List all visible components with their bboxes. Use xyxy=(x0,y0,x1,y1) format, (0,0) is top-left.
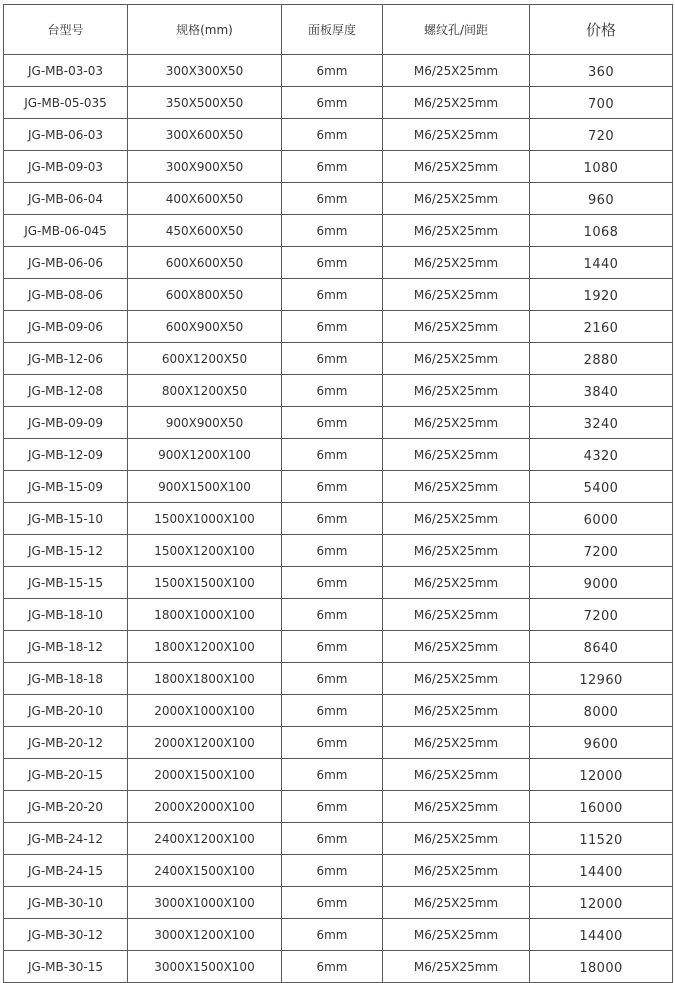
cell-model: JG-MB-12-09 xyxy=(4,439,128,471)
cell-price: 700 xyxy=(530,87,673,119)
cell-size: 2000X1200X100 xyxy=(128,727,282,759)
cell-model: JG-MB-24-15 xyxy=(4,855,128,887)
cell-panel-thickness: 6mm xyxy=(282,439,383,471)
table-row xyxy=(4,951,673,983)
table-row xyxy=(4,727,673,759)
cell-size: 3000X1500X100 xyxy=(128,951,282,983)
cell-size: 2000X2000X100 xyxy=(128,791,282,823)
cell-panel-thickness: 6mm xyxy=(282,183,383,215)
cell-thread-hole-spacing: M6/25X25mm xyxy=(383,855,530,887)
cell-price: 7200 xyxy=(530,599,673,631)
cell-model: JG-MB-20-10 xyxy=(4,695,128,727)
price-table xyxy=(3,4,673,983)
cell-model: JG-MB-06-045 xyxy=(4,215,128,247)
cell-panel-thickness: 6mm xyxy=(282,471,383,503)
cell-panel-thickness: 6mm xyxy=(282,695,383,727)
cell-panel-thickness: 6mm xyxy=(282,311,383,343)
cell-panel-thickness: 6mm xyxy=(282,887,383,919)
table-body xyxy=(4,55,673,983)
cell-price: 8000 xyxy=(530,695,673,727)
table-row xyxy=(4,535,673,567)
cell-price: 1440 xyxy=(530,247,673,279)
cell-model: JG-MB-06-03 xyxy=(4,119,128,151)
cell-thread-hole-spacing: M6/25X25mm xyxy=(383,631,530,663)
table-row xyxy=(4,119,673,151)
cell-panel-thickness: 6mm xyxy=(282,343,383,375)
cell-size: 2000X1000X100 xyxy=(128,695,282,727)
table-row xyxy=(4,151,673,183)
table-row xyxy=(4,823,673,855)
cell-thread-hole-spacing: M6/25X25mm xyxy=(383,311,530,343)
cell-thread-hole-spacing: M6/25X25mm xyxy=(383,887,530,919)
cell-model: JG-MB-05-035 xyxy=(4,87,128,119)
cell-price: 14400 xyxy=(530,855,673,887)
cell-size: 900X1200X100 xyxy=(128,439,282,471)
cell-thread-hole-spacing: M6/25X25mm xyxy=(383,759,530,791)
cell-panel-thickness: 6mm xyxy=(282,215,383,247)
cell-panel-thickness: 6mm xyxy=(282,951,383,983)
table-row xyxy=(4,279,673,311)
cell-size: 600X600X50 xyxy=(128,247,282,279)
table-row xyxy=(4,311,673,343)
cell-size: 300X600X50 xyxy=(128,119,282,151)
cell-panel-thickness: 6mm xyxy=(282,855,383,887)
cell-price: 12000 xyxy=(530,759,673,791)
cell-model: JG-MB-09-03 xyxy=(4,151,128,183)
cell-panel-thickness: 6mm xyxy=(282,119,383,151)
cell-panel-thickness: 6mm xyxy=(282,407,383,439)
cell-size: 350X500X50 xyxy=(128,87,282,119)
cell-price: 5400 xyxy=(530,471,673,503)
cell-price: 9600 xyxy=(530,727,673,759)
table-row xyxy=(4,215,673,247)
cell-model: JG-MB-30-12 xyxy=(4,919,128,951)
table-row xyxy=(4,567,673,599)
cell-size: 900X900X50 xyxy=(128,407,282,439)
cell-thread-hole-spacing: M6/25X25mm xyxy=(383,663,530,695)
cell-panel-thickness: 6mm xyxy=(282,247,383,279)
cell-panel-thickness: 6mm xyxy=(282,503,383,535)
cell-thread-hole-spacing: M6/25X25mm xyxy=(383,535,530,567)
table-row xyxy=(4,87,673,119)
cell-model: JG-MB-15-10 xyxy=(4,503,128,535)
table-row xyxy=(4,887,673,919)
cell-thread-hole-spacing: M6/25X25mm xyxy=(383,791,530,823)
cell-panel-thickness: 6mm xyxy=(282,759,383,791)
cell-thread-hole-spacing: M6/25X25mm xyxy=(383,471,530,503)
cell-panel-thickness: 6mm xyxy=(282,823,383,855)
cell-thread-hole-spacing: M6/25X25mm xyxy=(383,119,530,151)
cell-size: 2400X1200X100 xyxy=(128,823,282,855)
cell-panel-thickness: 6mm xyxy=(282,567,383,599)
cell-thread-hole-spacing: M6/25X25mm xyxy=(383,919,530,951)
cell-model: JG-MB-18-18 xyxy=(4,663,128,695)
cell-thread-hole-spacing: M6/25X25mm xyxy=(383,695,530,727)
table-row xyxy=(4,375,673,407)
cell-thread-hole-spacing: M6/25X25mm xyxy=(383,55,530,87)
cell-size: 900X1500X100 xyxy=(128,471,282,503)
cell-model: JG-MB-09-06 xyxy=(4,311,128,343)
cell-panel-thickness: 6mm xyxy=(282,663,383,695)
cell-panel-thickness: 6mm xyxy=(282,87,383,119)
cell-price: 2880 xyxy=(530,343,673,375)
cell-panel-thickness: 6mm xyxy=(282,151,383,183)
cell-size: 1800X1800X100 xyxy=(128,663,282,695)
table-row xyxy=(4,247,673,279)
cell-model: JG-MB-18-10 xyxy=(4,599,128,631)
cell-price: 360 xyxy=(530,55,673,87)
cell-model: JG-MB-12-08 xyxy=(4,375,128,407)
cell-price: 1080 xyxy=(530,151,673,183)
cell-model: JG-MB-18-12 xyxy=(4,631,128,663)
cell-price: 720 xyxy=(530,119,673,151)
table-row xyxy=(4,407,673,439)
cell-thread-hole-spacing: M6/25X25mm xyxy=(383,215,530,247)
cell-size: 600X800X50 xyxy=(128,279,282,311)
cell-panel-thickness: 6mm xyxy=(282,919,383,951)
header-model: 台型号 xyxy=(4,5,128,55)
header-price: 价格 xyxy=(530,5,673,55)
header-size: 规格(mm) xyxy=(128,5,282,55)
cell-price: 7200 xyxy=(530,535,673,567)
cell-size: 1500X1000X100 xyxy=(128,503,282,535)
cell-thread-hole-spacing: M6/25X25mm xyxy=(383,87,530,119)
table-row xyxy=(4,183,673,215)
cell-size: 450X600X50 xyxy=(128,215,282,247)
cell-price: 18000 xyxy=(530,951,673,983)
cell-model: JG-MB-06-04 xyxy=(4,183,128,215)
header-panel-thickness: 面板厚度 xyxy=(282,5,383,55)
cell-model: JG-MB-20-12 xyxy=(4,727,128,759)
header-thread-hole-spacing: 螺纹孔/间距 xyxy=(383,5,530,55)
cell-thread-hole-spacing: M6/25X25mm xyxy=(383,727,530,759)
cell-price: 3240 xyxy=(530,407,673,439)
cell-price: 3840 xyxy=(530,375,673,407)
table-row xyxy=(4,439,673,471)
cell-panel-thickness: 6mm xyxy=(282,375,383,407)
cell-thread-hole-spacing: M6/25X25mm xyxy=(383,343,530,375)
cell-model: JG-MB-09-09 xyxy=(4,407,128,439)
table-row xyxy=(4,791,673,823)
cell-thread-hole-spacing: M6/25X25mm xyxy=(383,439,530,471)
cell-model: JG-MB-15-15 xyxy=(4,567,128,599)
cell-price: 12960 xyxy=(530,663,673,695)
cell-size: 600X900X50 xyxy=(128,311,282,343)
table-row xyxy=(4,663,673,695)
cell-size: 1500X1200X100 xyxy=(128,535,282,567)
cell-size: 3000X1200X100 xyxy=(128,919,282,951)
cell-model: JG-MB-20-15 xyxy=(4,759,128,791)
table-row xyxy=(4,695,673,727)
cell-panel-thickness: 6mm xyxy=(282,599,383,631)
table-row xyxy=(4,759,673,791)
cell-thread-hole-spacing: M6/25X25mm xyxy=(383,247,530,279)
cell-price: 16000 xyxy=(530,791,673,823)
cell-size: 1500X1500X100 xyxy=(128,567,282,599)
cell-size: 2000X1500X100 xyxy=(128,759,282,791)
cell-panel-thickness: 6mm xyxy=(282,727,383,759)
cell-price: 2160 xyxy=(530,311,673,343)
cell-model: JG-MB-15-09 xyxy=(4,471,128,503)
table-row xyxy=(4,471,673,503)
table-row xyxy=(4,343,673,375)
table-row xyxy=(4,631,673,663)
table-row xyxy=(4,599,673,631)
cell-price: 12000 xyxy=(530,887,673,919)
cell-thread-hole-spacing: M6/25X25mm xyxy=(383,183,530,215)
cell-model: JG-MB-12-06 xyxy=(4,343,128,375)
cell-price: 8640 xyxy=(530,631,673,663)
cell-model: JG-MB-06-06 xyxy=(4,247,128,279)
cell-size: 1800X1200X100 xyxy=(128,631,282,663)
cell-size: 600X1200X50 xyxy=(128,343,282,375)
table-row xyxy=(4,855,673,887)
cell-size: 3000X1000X100 xyxy=(128,887,282,919)
cell-size: 800X1200X50 xyxy=(128,375,282,407)
cell-thread-hole-spacing: M6/25X25mm xyxy=(383,503,530,535)
cell-price: 11520 xyxy=(530,823,673,855)
cell-price: 1920 xyxy=(530,279,673,311)
cell-model: JG-MB-24-12 xyxy=(4,823,128,855)
cell-price: 960 xyxy=(530,183,673,215)
cell-thread-hole-spacing: M6/25X25mm xyxy=(383,279,530,311)
price-table-container xyxy=(3,4,673,983)
cell-size: 300X300X50 xyxy=(128,55,282,87)
cell-thread-hole-spacing: M6/25X25mm xyxy=(383,599,530,631)
cell-model: JG-MB-15-12 xyxy=(4,535,128,567)
cell-price: 14400 xyxy=(530,919,673,951)
cell-size: 300X900X50 xyxy=(128,151,282,183)
cell-thread-hole-spacing: M6/25X25mm xyxy=(383,407,530,439)
cell-panel-thickness: 6mm xyxy=(282,279,383,311)
cell-model: JG-MB-20-20 xyxy=(4,791,128,823)
cell-size: 1800X1000X100 xyxy=(128,599,282,631)
cell-thread-hole-spacing: M6/25X25mm xyxy=(383,951,530,983)
cell-panel-thickness: 6mm xyxy=(282,535,383,567)
table-row xyxy=(4,919,673,951)
cell-price: 9000 xyxy=(530,567,673,599)
table-header xyxy=(4,5,673,55)
cell-price: 1068 xyxy=(530,215,673,247)
cell-size: 2400X1500X100 xyxy=(128,855,282,887)
cell-price: 4320 xyxy=(530,439,673,471)
table-row xyxy=(4,503,673,535)
cell-panel-thickness: 6mm xyxy=(282,791,383,823)
cell-panel-thickness: 6mm xyxy=(282,55,383,87)
cell-thread-hole-spacing: M6/25X25mm xyxy=(383,567,530,599)
cell-model: JG-MB-30-15 xyxy=(4,951,128,983)
cell-model: JG-MB-03-03 xyxy=(4,55,128,87)
cell-thread-hole-spacing: M6/25X25mm xyxy=(383,151,530,183)
cell-model: JG-MB-08-06 xyxy=(4,279,128,311)
header-row xyxy=(4,5,673,55)
cell-price: 6000 xyxy=(530,503,673,535)
cell-panel-thickness: 6mm xyxy=(282,631,383,663)
cell-model: JG-MB-30-10 xyxy=(4,887,128,919)
cell-thread-hole-spacing: M6/25X25mm xyxy=(383,375,530,407)
cell-thread-hole-spacing: M6/25X25mm xyxy=(383,823,530,855)
table-row xyxy=(4,55,673,87)
cell-size: 400X600X50 xyxy=(128,183,282,215)
